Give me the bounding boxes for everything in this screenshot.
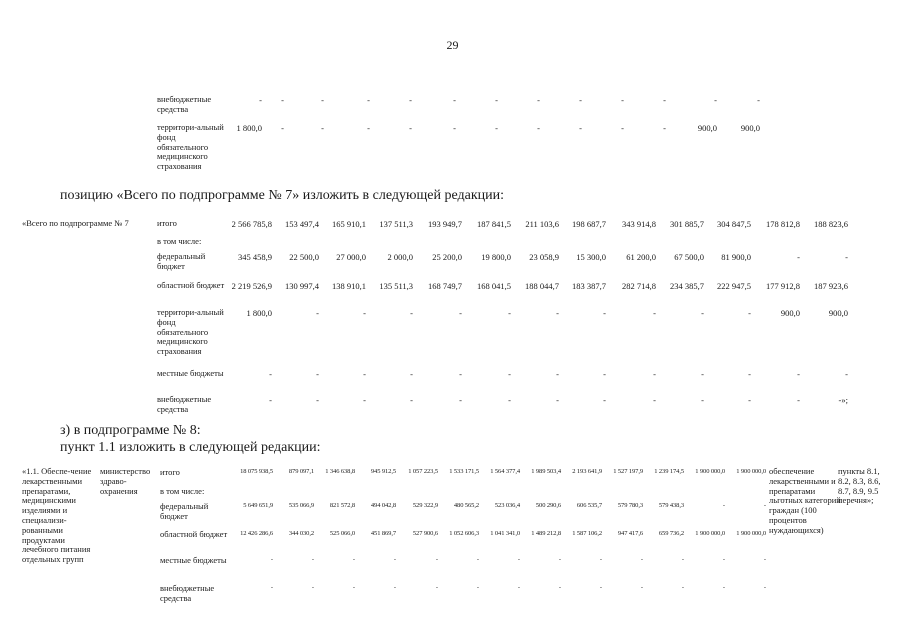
table-cell: 1 533 171,5 xyxy=(449,468,479,475)
table-cell: 1 041 341,0 xyxy=(490,530,520,537)
row-label: территори-альный фонд обязательного медицинского страхования xyxy=(157,122,224,172)
table-cell: 25 200,0 xyxy=(432,252,462,262)
table-cell: 222 947,5 xyxy=(717,281,751,291)
table-cell: - xyxy=(453,95,456,105)
table-cell: - xyxy=(410,395,413,405)
table-cell: 177 912,8 xyxy=(766,281,800,291)
table-cell: 500 290,6 xyxy=(535,502,561,509)
table-cell: 2 193 641,9 xyxy=(572,468,602,475)
table-cell: - xyxy=(476,556,479,563)
table-cell: 900,0 xyxy=(697,123,717,133)
block8-references: пункты 8.1, 8.2, 8.3, 8.6, 8.7, 8.9, 9.5 перечня»; xyxy=(838,466,881,506)
heading-item-1-1: пункт 1.1 изложить в следующей редакции: xyxy=(60,440,321,455)
table-cell: - xyxy=(558,556,561,563)
table-cell: - xyxy=(763,584,766,591)
table-cell: 12 426 286,6 xyxy=(240,530,273,537)
table-cell: - xyxy=(640,584,643,591)
table-cell: - xyxy=(653,308,656,318)
table-cell: - xyxy=(681,556,684,563)
row-label: областной бюджет xyxy=(157,280,225,290)
table-cell: - xyxy=(321,95,324,105)
table-cell: - xyxy=(453,123,456,133)
block8-item-name: «1.1. Обеспе-чение лекарственными препаратами, медицинскими изделиями и специализи-рованными продуктами лечебного питания отдельных групп xyxy=(22,466,92,565)
table-cell: - xyxy=(269,395,272,405)
table-cell: - xyxy=(367,95,370,105)
table-cell: - xyxy=(556,369,559,379)
table-cell: 18 075 938,5 xyxy=(240,468,273,475)
table-cell: 1 900 000,0 xyxy=(736,530,766,537)
table-cell: 579 438,3 xyxy=(658,502,684,509)
table-cell: - xyxy=(259,95,262,105)
table-cell: - xyxy=(748,395,751,405)
table-cell: - xyxy=(603,308,606,318)
table-cell: - xyxy=(556,308,559,318)
table-cell: - xyxy=(409,123,412,133)
table-cell: 2 566 785,8 xyxy=(231,219,272,229)
table-cell: - xyxy=(508,369,511,379)
row-label: итого xyxy=(157,218,177,228)
row-label: федеральный бюджет xyxy=(160,501,209,521)
table-cell: - xyxy=(621,123,624,133)
table-cell: 188 044,7 xyxy=(525,281,559,291)
table-cell: - xyxy=(269,369,272,379)
table-cell: 187 923,6 xyxy=(814,281,848,291)
table-cell: - xyxy=(410,308,413,318)
heading-position-total-7: позицию «Всего по подпрограмме № 7» изложить в следующей редакции: xyxy=(60,188,505,203)
table-cell: - xyxy=(845,369,848,379)
table-cell: 1 057 223,5 xyxy=(408,468,438,475)
table-cell: - xyxy=(508,308,511,318)
table-cell: - xyxy=(653,395,656,405)
table-cell: 1 900 000,0 xyxy=(695,468,725,475)
table-cell: 947 417,6 xyxy=(617,530,643,537)
table-cell: - xyxy=(409,95,412,105)
table-cell: - xyxy=(311,556,314,563)
table-cell: 5 649 651,9 xyxy=(243,502,273,509)
table-cell: - xyxy=(363,369,366,379)
table-cell: - xyxy=(410,369,413,379)
table-cell: - xyxy=(579,95,582,105)
table-cell: - xyxy=(845,252,848,262)
table-cell: 81 900,0 xyxy=(721,252,751,262)
table-cell: 345 458,9 xyxy=(238,252,272,262)
table-cell: 900,0 xyxy=(780,308,800,318)
table-cell: - xyxy=(316,395,319,405)
table-cell: - xyxy=(722,556,725,563)
block8-result: обеспечение лекарственными и препаратами льготных категорий граждан (100 процентов нуждающихся) xyxy=(769,466,841,535)
table-cell: - xyxy=(459,395,462,405)
table-cell: 900,0 xyxy=(828,308,848,318)
table-cell: - xyxy=(459,308,462,318)
table-cell: - xyxy=(311,584,314,591)
table-cell: - xyxy=(537,95,540,105)
table-cell: 301 885,7 xyxy=(670,219,704,229)
table-cell: 1 489 212,8 xyxy=(531,530,561,537)
table-cell: - xyxy=(797,252,800,262)
table-cell: - xyxy=(681,584,684,591)
table-cell: - xyxy=(797,395,800,405)
table-cell: - xyxy=(363,395,366,405)
table-cell: - xyxy=(270,584,273,591)
table-cell: 2 219 526,9 xyxy=(231,281,272,291)
table-cell: - xyxy=(701,308,704,318)
table-cell: 535 066,9 xyxy=(288,502,314,509)
table-cell: - xyxy=(653,369,656,379)
table-cell: 193 949,7 xyxy=(428,219,462,229)
table-cell: 879 097,1 xyxy=(288,468,314,475)
table-cell: 165 910,1 xyxy=(332,219,366,229)
row-label: областной бюджет xyxy=(160,529,228,539)
table-cell: - xyxy=(797,369,800,379)
table-cell: - xyxy=(281,123,284,133)
table-cell: 168 749,7 xyxy=(428,281,462,291)
table-cell: 183 387,7 xyxy=(572,281,606,291)
table-cell: 529 322,9 xyxy=(412,502,438,509)
row-label: федеральный бюджет xyxy=(157,251,206,271)
table-cell: 1 052 606,3 xyxy=(449,530,479,537)
row-label: в том числе: xyxy=(157,236,202,246)
table-cell: 168 041,5 xyxy=(477,281,511,291)
row-label: местные бюджеты xyxy=(157,368,224,378)
row-label: территори-альный фонд обязательного медицинского страхования xyxy=(157,307,224,357)
table-cell: - xyxy=(621,95,624,105)
table-cell: - xyxy=(663,123,666,133)
table-cell: 523 036,4 xyxy=(494,502,520,509)
page-number: 29 xyxy=(446,38,459,52)
table-cell: 198 687,7 xyxy=(572,219,606,229)
table-cell: 61 200,0 xyxy=(626,252,656,262)
table-cell: - xyxy=(517,584,520,591)
block8-executor: министерство здраво-охранения xyxy=(100,466,151,496)
table-cell: 1 527 197,9 xyxy=(613,468,643,475)
block7-title: «Всего по подпрограмме № 7 xyxy=(22,218,129,228)
table-cell: 27 000,0 xyxy=(336,252,366,262)
table-cell: - xyxy=(393,556,396,563)
table-cell: 1 900 000,0 xyxy=(736,468,766,475)
table-cell: 606 535,7 xyxy=(576,502,602,509)
table-cell: - xyxy=(714,95,717,105)
table-cell: - xyxy=(722,502,725,509)
table-cell: - xyxy=(599,584,602,591)
table-cell: - xyxy=(435,584,438,591)
table-cell: 2 000,0 xyxy=(387,252,413,262)
row-label: внебюджетные средства xyxy=(157,94,212,114)
table-cell: - xyxy=(537,123,540,133)
table-cell: 1 900 000,0 xyxy=(695,530,725,537)
table-cell: 1 239 174,5 xyxy=(654,468,684,475)
table-cell: 579 780,3 xyxy=(617,502,643,509)
table-cell: - xyxy=(558,584,561,591)
table-cell: 1 989 503,4 xyxy=(531,468,561,475)
table-cell: 19 800,0 xyxy=(481,252,511,262)
table-cell: - xyxy=(763,556,766,563)
table-cell: 659 736,2 xyxy=(658,530,684,537)
table-cell: 178 812,8 xyxy=(766,219,800,229)
row-label: внебюджетные средства xyxy=(157,394,212,414)
table-cell: 900,0 xyxy=(740,123,760,133)
table-cell: - xyxy=(722,584,725,591)
table-cell: 137 511,3 xyxy=(379,219,413,229)
table-cell: 1 800,0 xyxy=(236,123,262,133)
table-cell: - xyxy=(316,308,319,318)
table-cell: - xyxy=(748,369,751,379)
table-cell: 451 869,7 xyxy=(370,530,396,537)
table-cell: - xyxy=(352,584,355,591)
table-cell: 525 066,0 xyxy=(329,530,355,537)
table-cell: 1 800,0 xyxy=(246,308,272,318)
table-cell: 188 823,6 xyxy=(814,219,848,229)
row-label: в том числе: xyxy=(160,486,205,496)
table-cell: - xyxy=(556,395,559,405)
table-cell: 1 587 106,2 xyxy=(572,530,602,537)
table-cell: 153 497,4 xyxy=(285,219,319,229)
table-cell: - xyxy=(603,395,606,405)
table-cell: 1 346 638,8 xyxy=(325,468,355,475)
table-cell: 138 910,1 xyxy=(332,281,366,291)
row-label: внебюджетные средства xyxy=(160,583,215,603)
table-cell: 344 030,2 xyxy=(288,530,314,537)
table-cell: - xyxy=(599,556,602,563)
table-cell: - xyxy=(367,123,370,133)
table-cell: - xyxy=(316,369,319,379)
table-cell: 282 714,8 xyxy=(622,281,656,291)
table-cell: - xyxy=(459,369,462,379)
table-cell: - xyxy=(663,95,666,105)
table-cell: - xyxy=(508,395,511,405)
table-cell: - xyxy=(476,584,479,591)
table-cell: 22 500,0 xyxy=(289,252,319,262)
table-cell: 130 997,4 xyxy=(285,281,319,291)
table-cell: - xyxy=(495,95,498,105)
table-cell: - xyxy=(363,308,366,318)
table-cell: 135 511,3 xyxy=(379,281,413,291)
table-cell: - xyxy=(701,369,704,379)
table-cell: - xyxy=(495,123,498,133)
table-cell: - xyxy=(517,556,520,563)
table-cell: - xyxy=(435,556,438,563)
table-cell: - xyxy=(393,584,396,591)
table-cell: 187 841,5 xyxy=(477,219,511,229)
table-cell: 304 847,5 xyxy=(717,219,751,229)
table-cell: - xyxy=(748,308,751,318)
table-cell: - xyxy=(640,556,643,563)
table-cell: - xyxy=(579,123,582,133)
table-cell: 234 385,7 xyxy=(670,281,704,291)
table-cell: - xyxy=(763,502,766,509)
table-cell: 527 900,6 xyxy=(412,530,438,537)
table-cell: 1 564 377,4 xyxy=(490,468,520,475)
table-cell: 23 058,9 xyxy=(529,252,559,262)
table-cell: - xyxy=(701,395,704,405)
table-cell: 211 103,6 xyxy=(525,219,559,229)
table-cell: - xyxy=(321,123,324,133)
table-cell: 494 042,8 xyxy=(370,502,396,509)
heading-subprogram-8: з) в подпрограмме № 8: xyxy=(60,423,201,438)
table-cell: 480 565,2 xyxy=(453,502,479,509)
table-cell: 15 300,0 xyxy=(576,252,606,262)
table-cell: - xyxy=(757,95,760,105)
table-cell: 67 500,0 xyxy=(674,252,704,262)
table-cell: 343 914,8 xyxy=(622,219,656,229)
table-cell: - xyxy=(270,556,273,563)
table-cell: - xyxy=(281,95,284,105)
table-cell: -»; xyxy=(838,395,848,405)
table-cell: - xyxy=(352,556,355,563)
row-label: итого xyxy=(160,467,180,477)
table-cell: - xyxy=(603,369,606,379)
row-label: местные бюджеты xyxy=(160,555,227,565)
table-cell: 821 572,8 xyxy=(329,502,355,509)
table-cell: 945 912,5 xyxy=(370,468,396,475)
